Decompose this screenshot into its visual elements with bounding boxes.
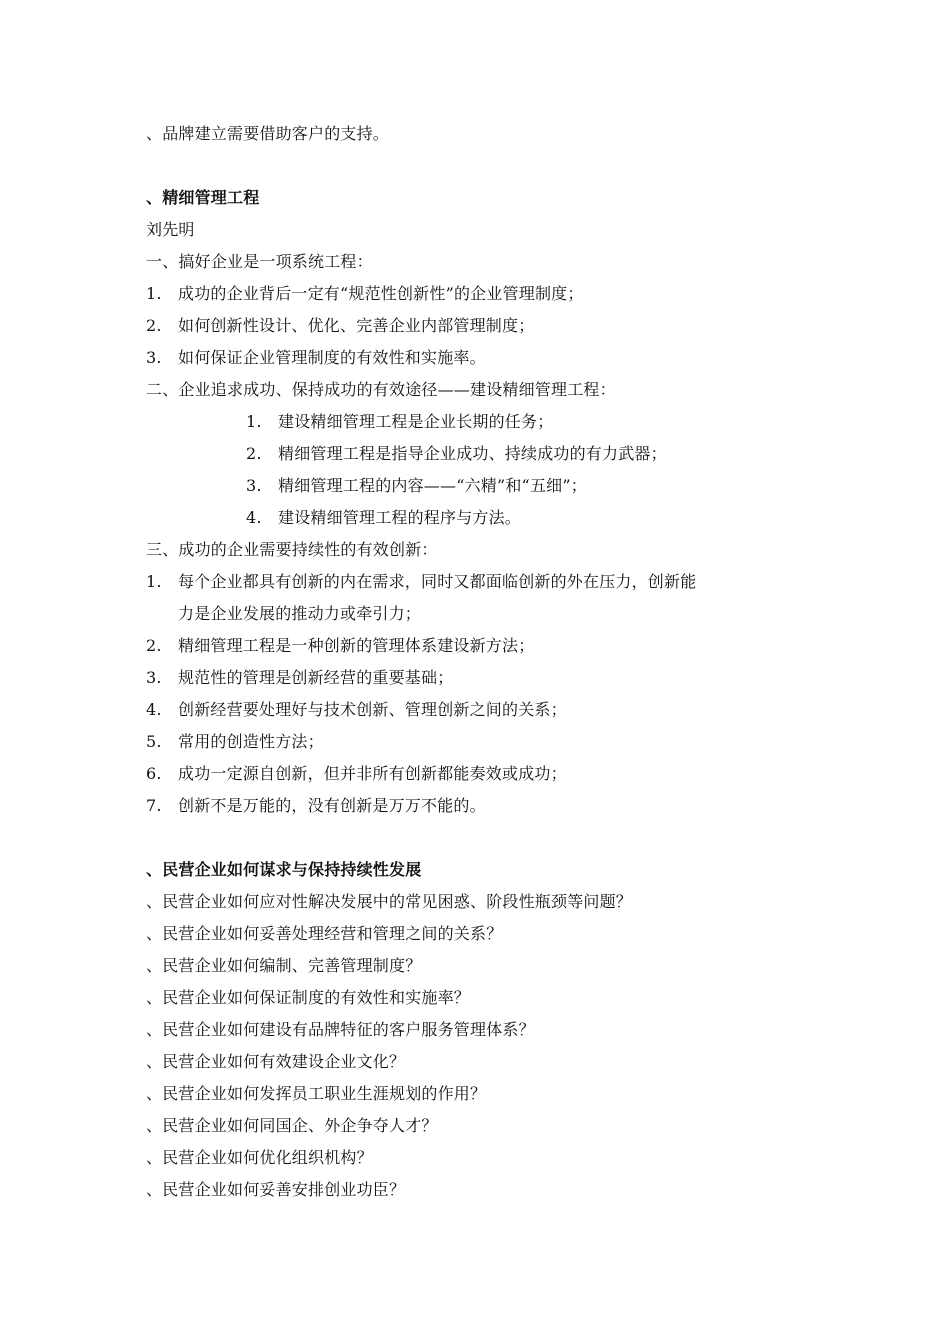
item-number: 6. (146, 764, 162, 783)
item-text: 精细管理工程是指导企业成功、持续成功的有力武器； (278, 444, 667, 463)
item-number: 3. (146, 668, 162, 687)
list-item: 、民营企业如何妥善处理经营和管理之间的关系？ (146, 924, 503, 943)
item-continuation: 力是企业发展的推动力或牵引力； (178, 604, 422, 623)
list-item: 、民营企业如何保证制度的有效性和实施率？ (146, 988, 471, 1007)
list-item: 、民营企业如何编制、完善管理制度？ (146, 956, 422, 975)
item-text: 创新不是万能的，没有创新是万万不能的。 (178, 796, 486, 815)
list-item (146, 347, 486, 369)
author-name: 刘先明 (146, 220, 195, 239)
list-item: 、民营企业如何建设有品牌特征的客户服务管理体系？ (146, 1020, 535, 1039)
item-number: 4. (146, 700, 162, 719)
part1-title: 一、搞好企业是一项系统工程： (146, 252, 373, 271)
list-item: 、民营企业如何发挥员工职业生涯规划的作用？ (146, 1084, 487, 1103)
item-number: 5. (146, 732, 162, 751)
list-item: 、民营企业如何应对性解决发展中的常见困惑、阶段性瓶颈等问题？ (146, 892, 633, 911)
item-number: 2. (146, 316, 162, 335)
part2-title: 二、企业追求成功、保持成功的有效途径——建设精细管理工程： (146, 380, 616, 399)
item-number: 7. (146, 796, 162, 815)
intro-line: 、品牌建立需要借助客户的支持。 (146, 124, 390, 143)
list-item (146, 635, 534, 657)
item-text: 创新经营要处理好与技术创新、管理创新之间的关系； (178, 700, 567, 719)
item-number: 2. (146, 636, 162, 655)
list-item (146, 667, 453, 689)
item-text: 每个企业都具有创新的内在需求，同时又都面临创新的外在压力，创新能 (178, 572, 697, 591)
list-item (246, 475, 587, 497)
item-number: 3. (246, 476, 262, 495)
list-item (146, 731, 324, 753)
list-item (146, 763, 567, 785)
list-item: 、民营企业如何优化组织机构？ (146, 1148, 373, 1167)
item-text: 成功一定源自创新，但并非所有创新都能奏效或成功； (178, 764, 567, 783)
part3-title: 三、成功的企业需要持续性的有效创新： (146, 540, 438, 559)
item-text: 精细管理工程是一种创新的管理体系建设新方法； (178, 636, 535, 655)
section1-heading: 、精细管理工程 (146, 188, 260, 207)
item-number: 1. (246, 412, 262, 431)
list-item: 、民营企业如何妥善安排创业功臣？ (146, 1180, 406, 1199)
list-item: 、民营企业如何有效建设企业文化？ (146, 1052, 406, 1071)
item-text: 建设精细管理工程的程序与方法。 (278, 508, 522, 527)
item-number: 1. (146, 572, 162, 591)
item-text: 成功的企业背后一定有“规范性创新性”的企业管理制度； (178, 284, 584, 303)
item-text: 如何创新性设计、优化、完善企业内部管理制度； (178, 316, 535, 335)
list-item (246, 443, 667, 465)
list-item (146, 795, 486, 817)
list-item (146, 315, 534, 337)
list-item (146, 699, 567, 721)
section2-heading: 、民营企业如何谋求与保持持续性发展 (146, 860, 422, 879)
list-item (246, 411, 553, 433)
list-item (146, 283, 584, 305)
item-text: 常用的创造性方法； (178, 732, 324, 751)
item-text: 精细管理工程的内容——“六精”和“五细”； (278, 476, 587, 495)
list-item: 、民营企业如何同国企、外企争夺人才？ (146, 1116, 438, 1135)
item-number: 1. (146, 284, 162, 303)
item-number: 4. (246, 508, 262, 527)
item-text: 规范性的管理是创新经营的重要基础； (178, 668, 454, 687)
item-text: 建设精细管理工程是企业长期的任务； (278, 412, 554, 431)
item-text: 如何保证企业管理制度的有效性和实施率。 (178, 348, 486, 367)
list-item (246, 507, 521, 529)
item-number: 3. (146, 348, 162, 367)
list-item (146, 571, 696, 593)
item-number: 2. (246, 444, 262, 463)
